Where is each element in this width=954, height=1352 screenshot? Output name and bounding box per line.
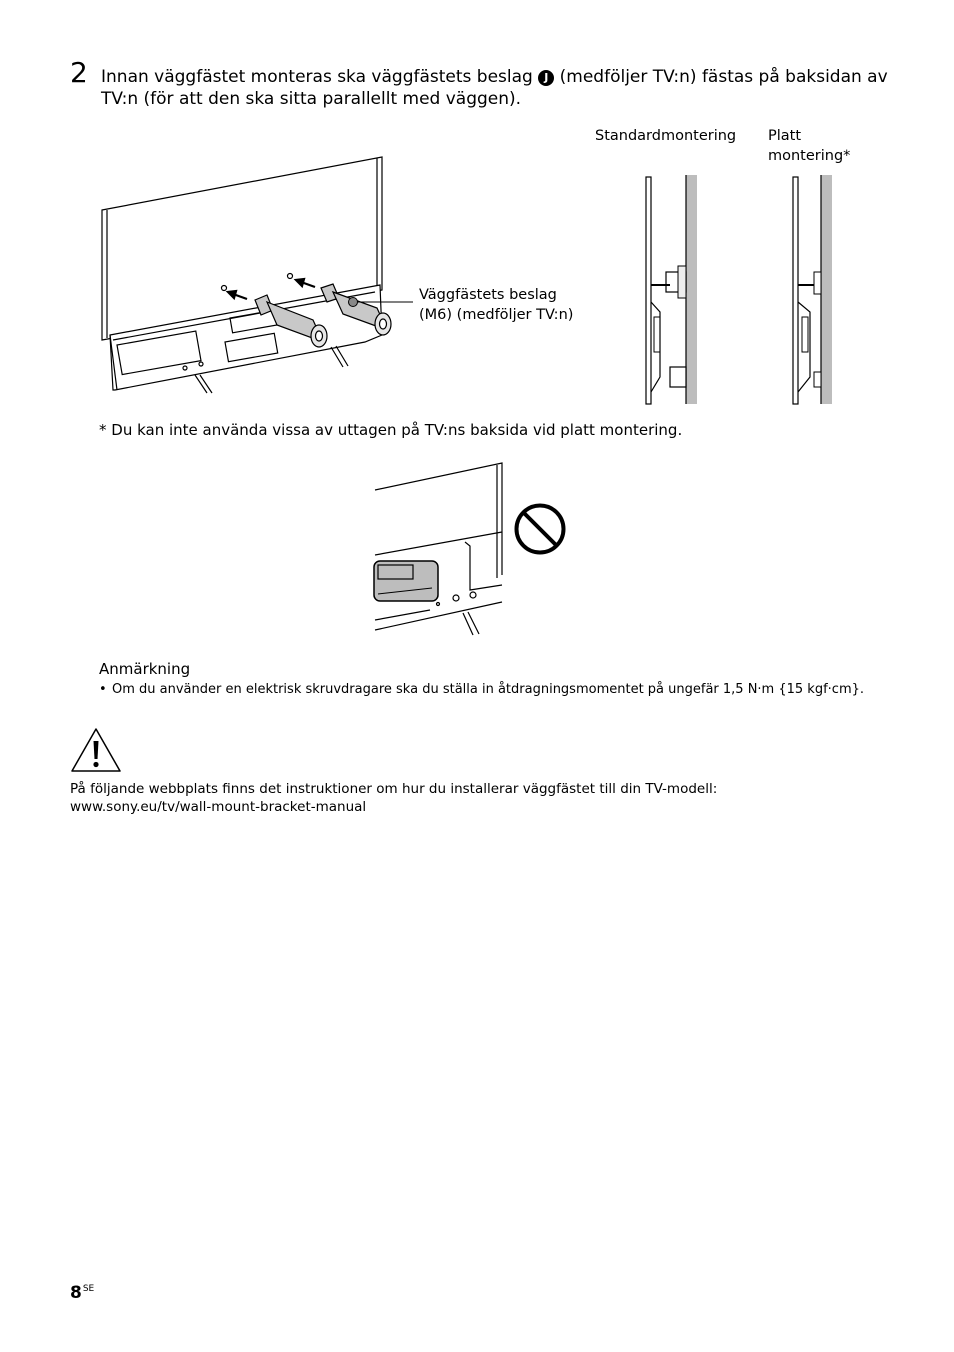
part-j-badge: J (538, 70, 554, 86)
note-item-text: Om du använder en elektrisk skruvdragare ska du ställa in åtdragningsmomentet på ungefär 1,5 N·m {15 kgf·cm}. (112, 682, 865, 697)
bracket-callout-line1: Väggfästets beslag (419, 287, 557, 303)
page-number (70, 1283, 94, 1303)
wall-mount-info (70, 780, 717, 816)
note-heading: Anmärkning (99, 660, 191, 678)
side-view-standard (640, 172, 705, 407)
note-item (99, 682, 864, 697)
step-text-part1: Innan väggfästet monteras ska väggfästets beslag (101, 67, 533, 87)
warning-triangle-icon (70, 727, 122, 773)
wall-mount-info-text: På följande webbplats finns det instruktioner om hur du installerar väggfästet till din TV-modell: (70, 781, 718, 797)
page-number-value: 8 (70, 1283, 82, 1303)
label-flat-line2: montering* (768, 148, 851, 164)
label-standard-mounting: Standardmontering (595, 128, 737, 144)
tv-back-bracket-illustration (95, 150, 395, 400)
prohibited-icon (513, 502, 567, 556)
bracket-callout-line2: (M6) (medföljer TV:n) (419, 307, 574, 323)
bracket-callout (419, 285, 573, 325)
side-view-flat (788, 172, 838, 407)
step-number: 2 (70, 56, 88, 89)
wall-mount-manual-link[interactable]: www.sony.eu/tv/wall-mount-bracket-manual (70, 799, 367, 815)
note-bullet: • (99, 682, 107, 697)
label-flat-mounting (768, 126, 850, 166)
label-flat-line1: Platt (768, 128, 802, 144)
page-number-suffix: SE (82, 1284, 95, 1294)
step-text-part2: (medföljer TV:n) fästas på baksidan av TV:n (för att den ska sitta parallellt med väggen). (101, 67, 888, 109)
step-instruction (101, 66, 901, 110)
tv-connectors-illustration (370, 460, 510, 640)
flat-mount-footnote: * Du kan inte använda vissa av uttagen på TV:ns baksida vid platt montering. (99, 421, 683, 439)
